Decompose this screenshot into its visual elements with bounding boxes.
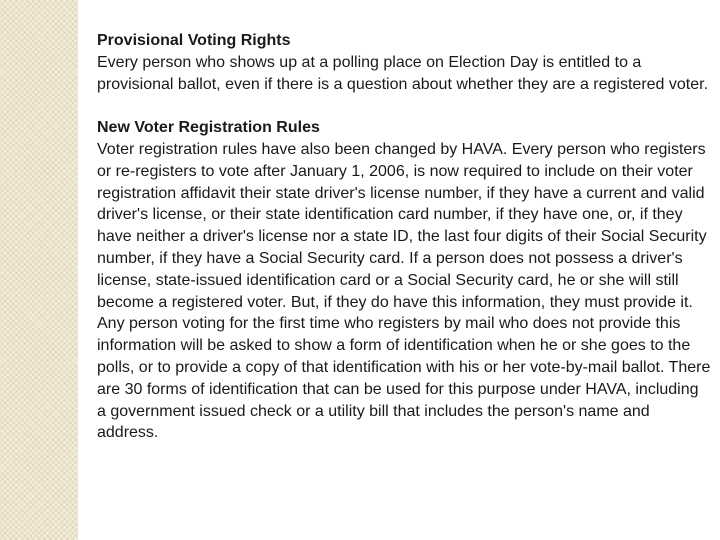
section-heading: Provisional Voting Rights	[97, 32, 291, 49]
section-voter-registration	[97, 117, 711, 444]
section-heading: New Voter Registration Rules	[97, 119, 320, 137]
section-body: Voter registration rules have also been changed by HAVA. Every person who registers or re-registers to vote after January 1, 2006, is now required to include on their voter registration affidavit their state driver's license number, if they have a current and valid driver's license, or their state identification card number, if they have one, or, if they have neither a driver's license nor a state ID, the last four digits of their Social Security number, if they have a Social Security card. If a person does not possess a driver's license, state-issued identification card or a Social Security card, he or she will still become a registered voter. But, if they do have this information, they must provide it. Any person voting for the first time who registers by mail who does not provide this information will be asked to show a form of identification when he or she goes to the polls, or to provide a copy of that identification with his or her vote-by-mail ballot. There are 30 forms of identification that can be used for this purpose under HAVA, including a government issued check or a utility bill that includes the person's name and address.	[97, 140, 711, 442]
decorative-side-strip	[0, 0, 78, 540]
section-provisional-voting	[97, 30, 711, 95]
section-body: Every person who shows up at a polling place on Election Day is entitled to a provisional ballot, even if there is a question about whether they are a registered voter.	[97, 53, 709, 93]
slide-content	[97, 30, 711, 444]
